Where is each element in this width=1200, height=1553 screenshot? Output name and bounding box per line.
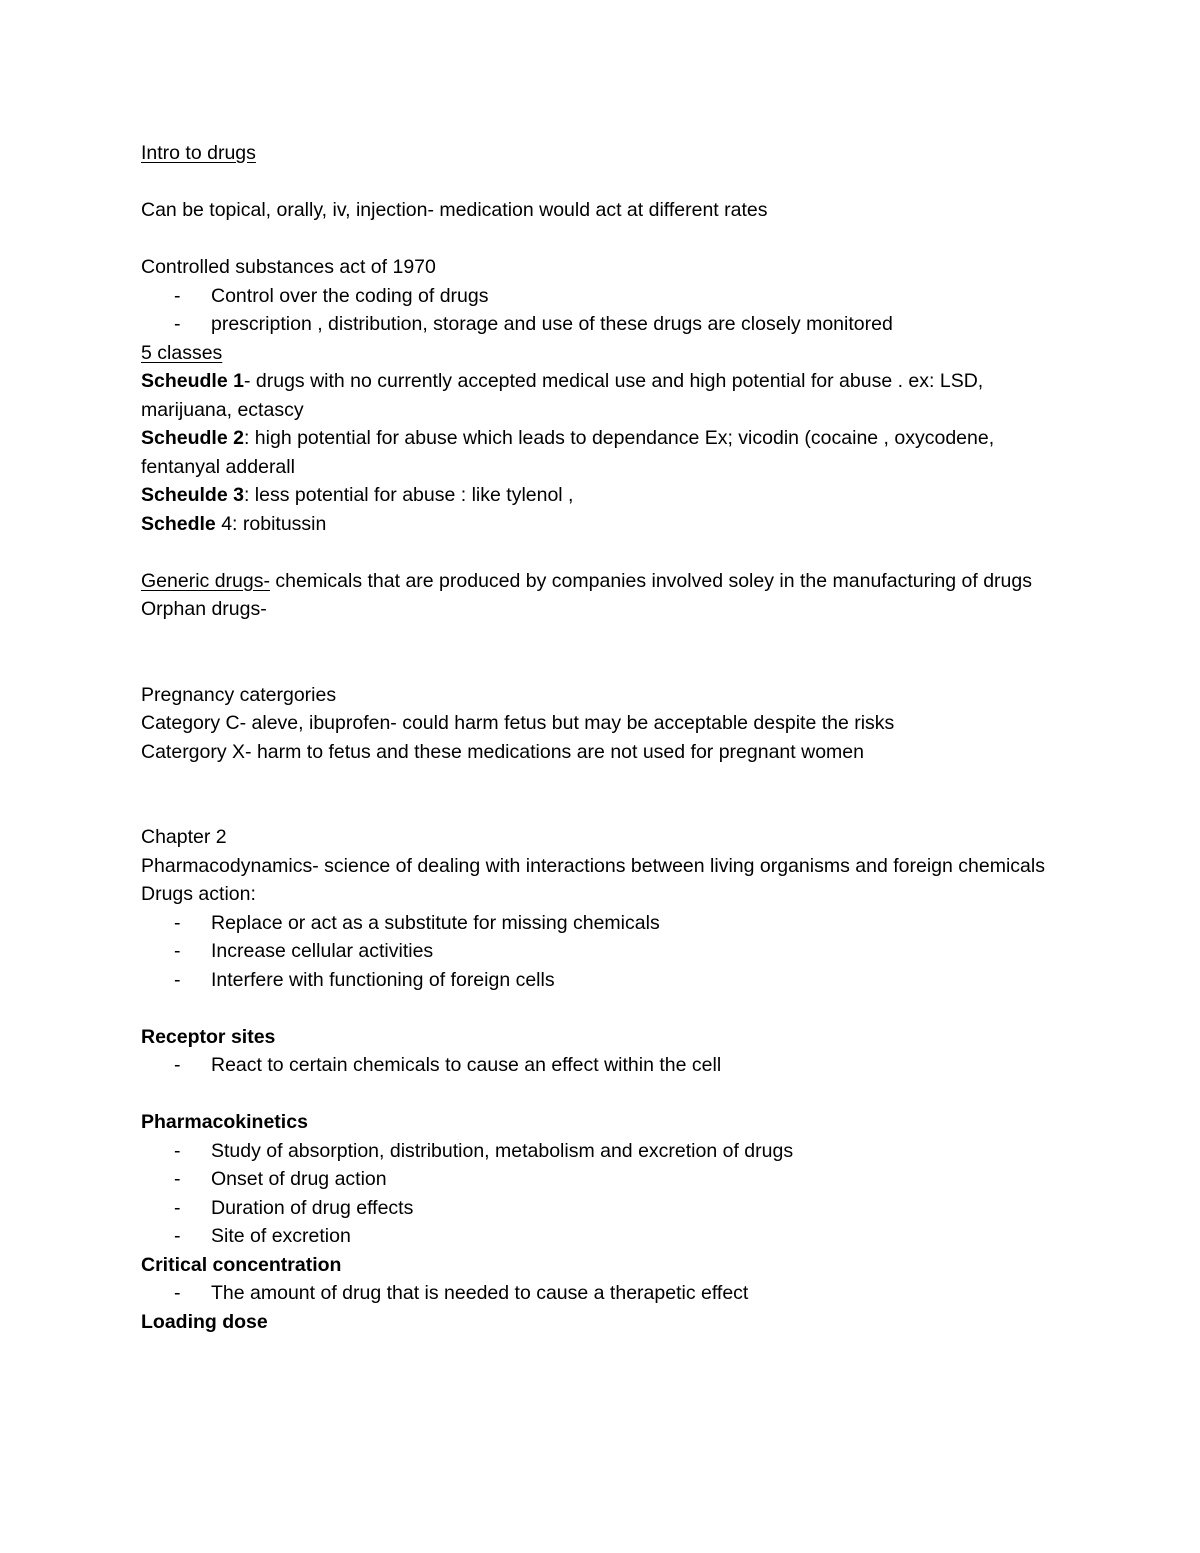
loading-dose-heading: Loading dose: [141, 1310, 268, 1333]
pregnancy-item: Catergory X- harm to fetus and these medications are not used for pregnant women: [141, 740, 864, 763]
list-item: - Site of excretion: [174, 1225, 351, 1247]
schedule-item: Schedle 4: robitussin: [141, 512, 327, 535]
list-item: - prescription , distribution, storage and use of these drugs are closely monitored: [174, 313, 893, 335]
list-item: - Study of absorption, distribution, metabolism and excretion of drugs: [174, 1139, 794, 1162]
csa-heading: Controlled substances act of 1970: [141, 256, 436, 278]
section-title: Intro to drugs: [141, 142, 256, 164]
list-item: - Replace or act as a substitute for missing chemicals: [174, 911, 660, 934]
list-item: - Duration of drug effects: [174, 1196, 414, 1219]
list-item: - Control over the coding of drugs: [174, 284, 489, 307]
drug-action-heading: Drugs action:: [141, 883, 256, 905]
critical-concentration-heading: Critical concentration: [141, 1253, 342, 1276]
pregnancy-heading: Pregnancy catergories: [141, 683, 337, 706]
schedule-item: Scheudle 1- drugs with no currently accepted medical use and high potential for abuse . ex: LSD, marijuana, ectascy: [141, 370, 984, 421]
chapter-heading: Chapter 2: [141, 826, 227, 848]
schedule-item: Scheudle 2: high potential for abuse which leads to dependance Ex; vicodin (cocaine , oxycodene, fentanyal adderall: [141, 427, 995, 478]
list-item: - Onset of drug action: [174, 1168, 387, 1190]
generic-drugs-paragraph: Generic drugs- chemicals that are produced by companies involved soley in the manufacturing of drugs: [141, 569, 1032, 592]
pharmacodynamics-paragraph: Pharmacodynamics- science of dealing with interactions between living organisms and foreign chemicals: [141, 854, 1045, 877]
receptor-heading: Receptor sites: [141, 1025, 276, 1048]
list-item: - The amount of drug that is needed to cause a therapetic effect: [174, 1282, 749, 1304]
document-body: [141, 139, 1061, 1336]
list-item: - React to certain chemicals to cause an effect within the cell: [174, 1054, 722, 1076]
pregnancy-item: Category C- aleve, ibuprofen- could harm fetus but may be acceptable despite the risks: [141, 712, 895, 734]
classes-heading: 5 classes: [141, 341, 223, 364]
schedule-item: Scheulde 3: less potential for abuse : like tylenol ,: [141, 484, 574, 506]
list-item: - Interfere with functioning of foreign cells: [174, 968, 555, 991]
list-item: - Increase cellular activities: [174, 940, 434, 962]
pharmacokinetics-heading: Pharmacokinetics: [141, 1111, 308, 1133]
orphan-drugs-line: Orphan drugs-: [141, 598, 267, 620]
routes-paragraph: Can be topical, orally, iv, injection- medication would act at different rates: [141, 199, 768, 221]
